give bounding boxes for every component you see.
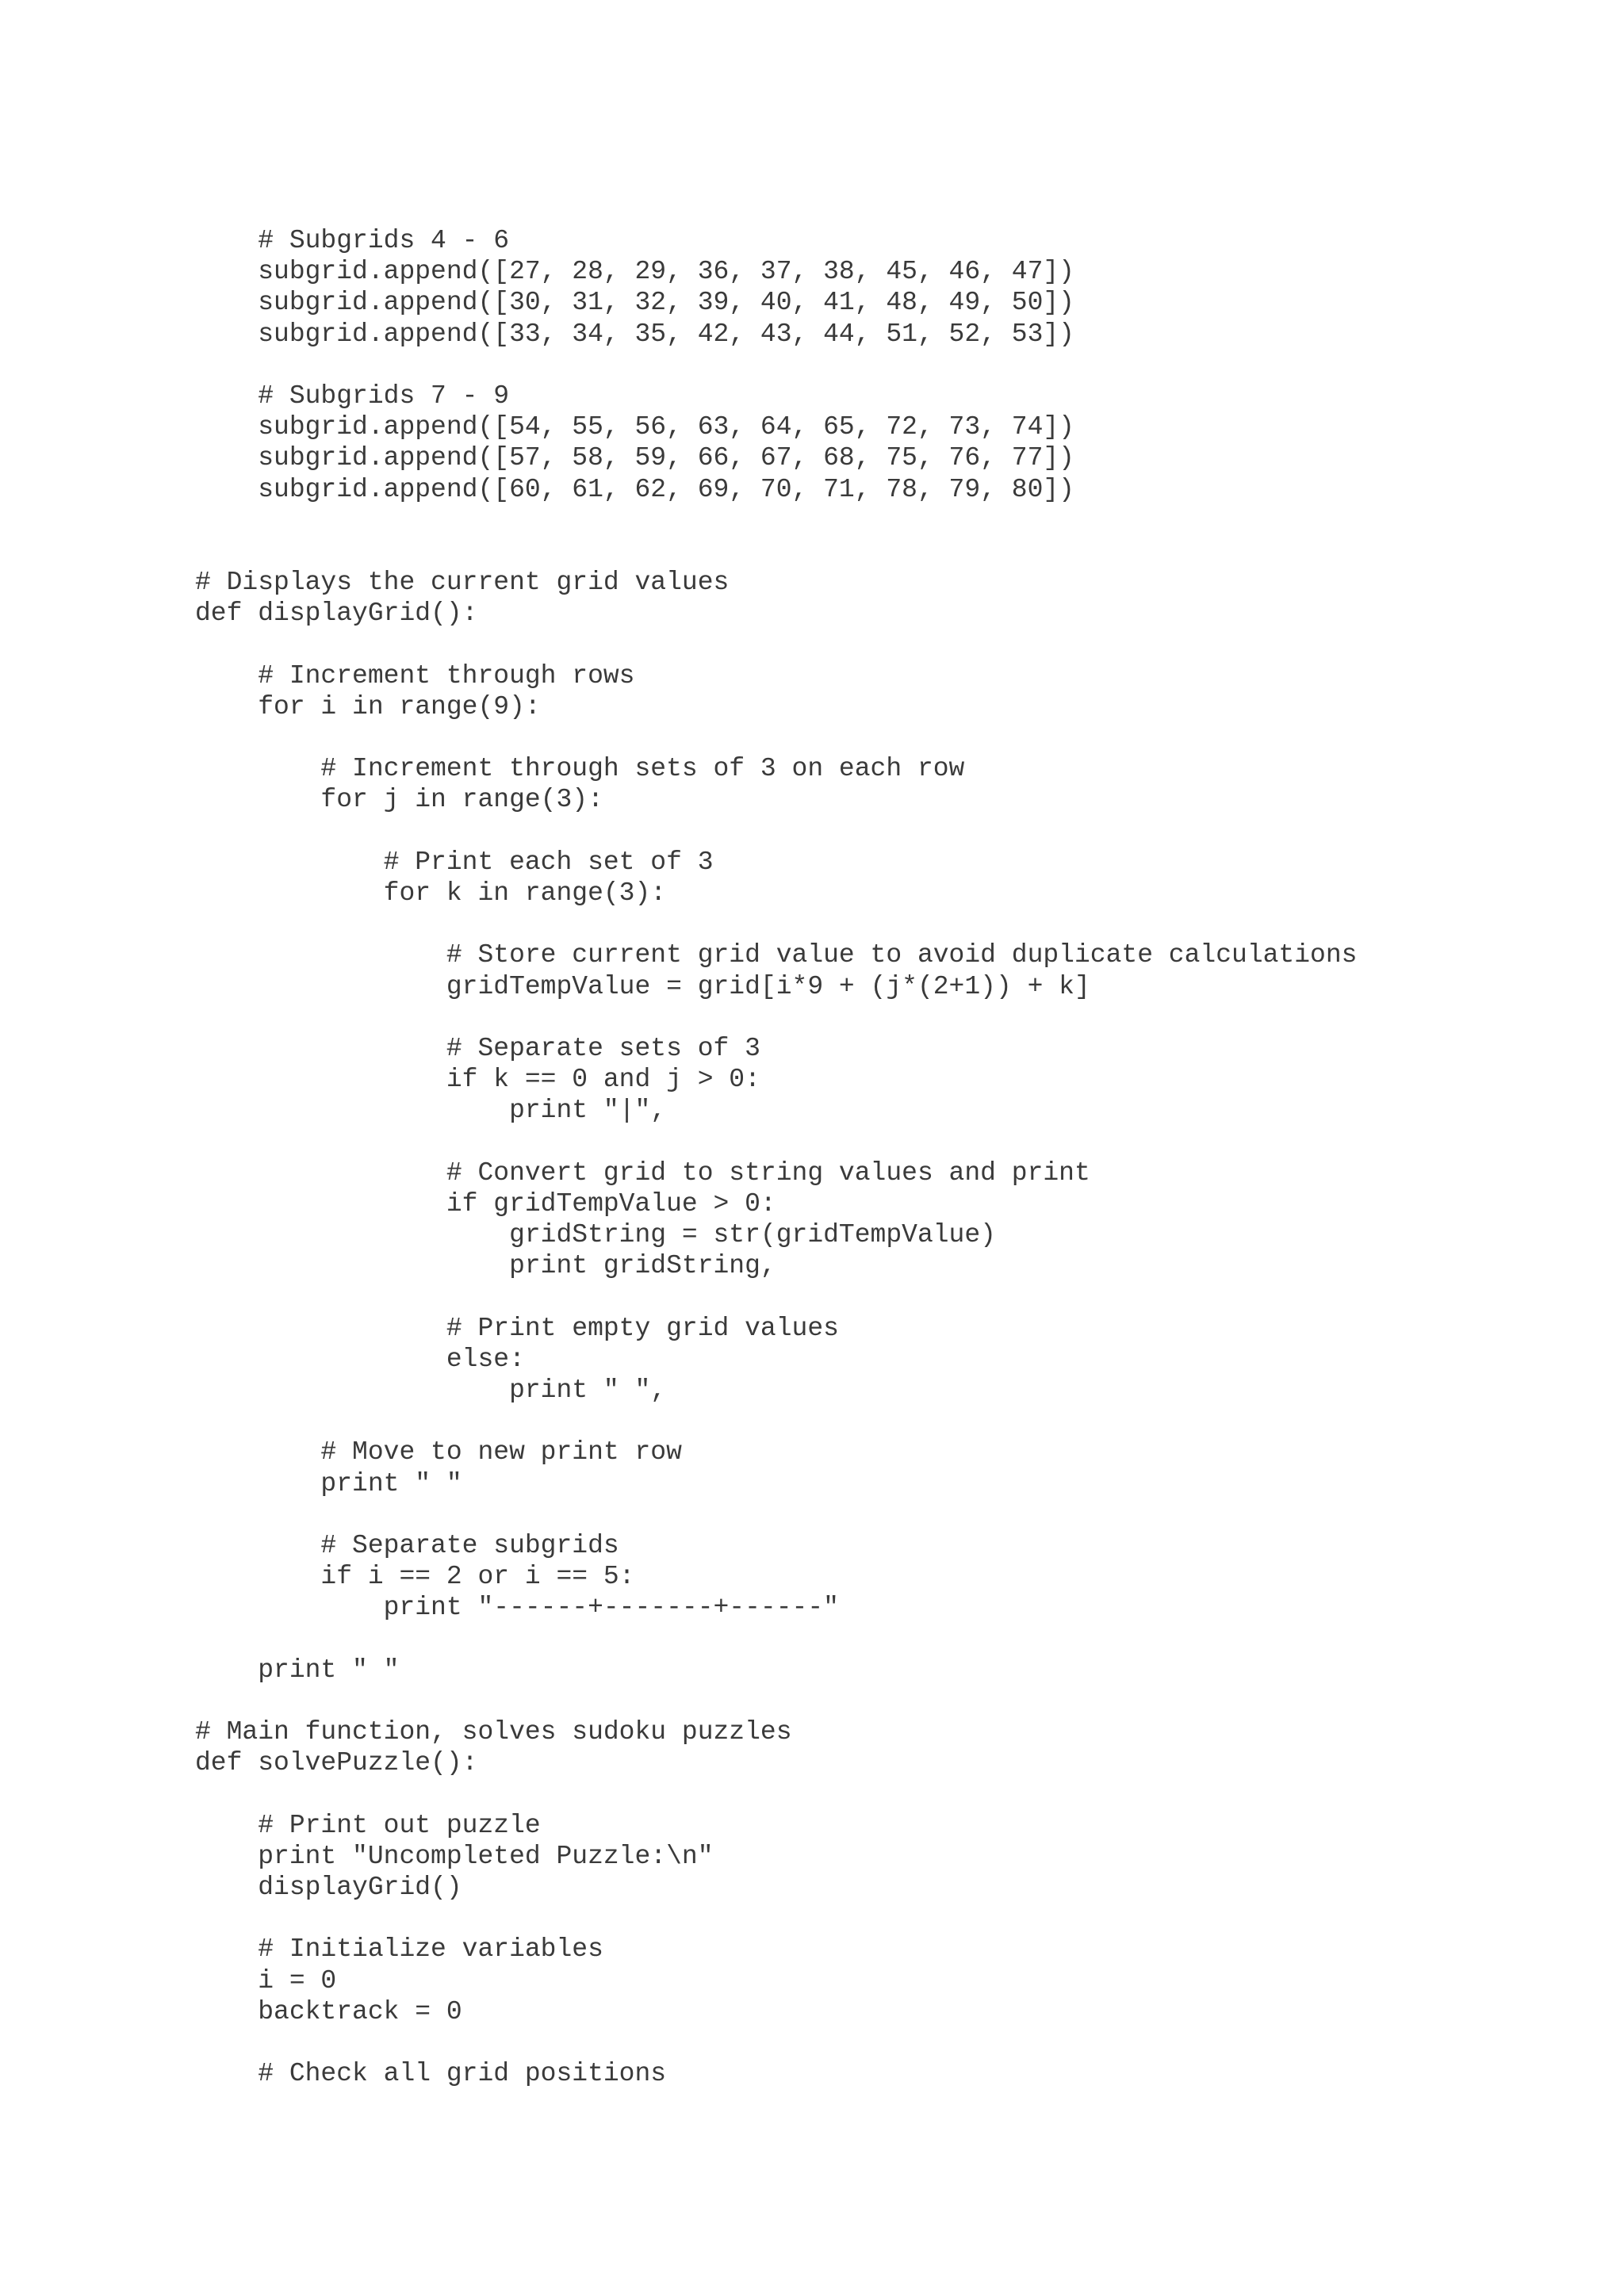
code-line: if i == 2 or i == 5: bbox=[195, 1562, 635, 1592]
code-line bbox=[195, 1903, 1357, 1934]
code-line bbox=[195, 1499, 1357, 1530]
code-listing bbox=[195, 225, 1357, 2089]
code-line: for j in range(3): bbox=[195, 785, 603, 815]
code-line: subgrid.append([27, 28, 29, 36, 37, 38, 45, 46, 47]) bbox=[195, 257, 1074, 287]
code-line: for k in range(3): bbox=[195, 878, 667, 908]
code-line: print "|", bbox=[195, 1096, 667, 1126]
code-line bbox=[195, 536, 1357, 567]
code-line bbox=[195, 1002, 1357, 1033]
code-line: print " " bbox=[195, 1468, 462, 1498]
code-line: print " " bbox=[195, 1655, 400, 1685]
code-line bbox=[195, 505, 1357, 536]
code-line: if k == 0 and j > 0: bbox=[195, 1065, 760, 1095]
code-line: # Initialize variables bbox=[195, 1934, 603, 1965]
code-line bbox=[195, 1126, 1357, 1157]
code-line: # Print empty grid values bbox=[195, 1313, 839, 1343]
code-line: # Print each set of 3 bbox=[195, 847, 714, 877]
code-line: # Convert grid to string values and print bbox=[195, 1158, 1090, 1188]
code-line: gridTempValue = grid[i*9 + (j*(2+1)) + k] bbox=[195, 971, 1090, 1001]
code-line bbox=[195, 722, 1357, 753]
code-line: for i in range(9): bbox=[195, 691, 541, 721]
code-line: print " ", bbox=[195, 1375, 667, 1405]
code-line: subgrid.append([54, 55, 56, 63, 64, 65, 72, 73, 74]) bbox=[195, 412, 1074, 442]
code-line: subgrid.append([33, 34, 35, 42, 43, 44, 51, 52, 53]) bbox=[195, 319, 1074, 349]
code-line bbox=[195, 816, 1357, 847]
code-line: displayGrid() bbox=[195, 1872, 462, 1902]
code-line: # Main function, solves sudoku puzzles bbox=[195, 1717, 792, 1747]
code-line bbox=[195, 1406, 1357, 1437]
code-line: # Separate subgrids bbox=[195, 1530, 619, 1560]
code-line: print "Uncompleted Puzzle:\n" bbox=[195, 1841, 714, 1871]
code-line bbox=[195, 909, 1357, 939]
code-line: i = 0 bbox=[195, 1965, 337, 1996]
code-line: # Store current grid value to avoid duplicate calculations bbox=[195, 940, 1358, 970]
code-line bbox=[195, 1686, 1357, 1716]
code-line bbox=[195, 350, 1357, 381]
code-line: print gridString, bbox=[195, 1251, 776, 1281]
code-line bbox=[195, 1281, 1357, 1312]
code-line: def displayGrid(): bbox=[195, 599, 478, 629]
code-line: # Subgrids 4 - 6 bbox=[195, 226, 510, 255]
code-line: # Print out puzzle bbox=[195, 1810, 541, 1840]
code-line bbox=[195, 1778, 1357, 1809]
code-line: subgrid.append([30, 31, 32, 39, 40, 41, 48, 49, 50]) bbox=[195, 288, 1074, 318]
code-line: # Displays the current grid values bbox=[195, 568, 730, 598]
code-line: # Check all grid positions bbox=[195, 2059, 667, 2089]
code-line: else: bbox=[195, 1344, 525, 1374]
code-line: print "------+-------+------" bbox=[195, 1593, 839, 1623]
code-line: backtrack = 0 bbox=[195, 1996, 462, 2026]
code-line: # Subgrids 7 - 9 bbox=[195, 381, 510, 411]
code-line bbox=[195, 629, 1357, 660]
code-line bbox=[195, 2027, 1357, 2058]
code-line: # Increment through rows bbox=[195, 660, 635, 691]
code-line: subgrid.append([60, 61, 62, 69, 70, 71, 78, 79, 80]) bbox=[195, 474, 1074, 504]
code-line: if gridTempValue > 0: bbox=[195, 1188, 776, 1219]
code-line bbox=[195, 1623, 1357, 1654]
code-line: # Move to new print row bbox=[195, 1437, 682, 1468]
code-line: gridString = str(gridTempValue) bbox=[195, 1220, 996, 1249]
code-line: subgrid.append([57, 58, 59, 66, 67, 68, 75, 76, 77]) bbox=[195, 443, 1074, 473]
code-line: # Separate sets of 3 bbox=[195, 1033, 760, 1063]
code-line: def solvePuzzle(): bbox=[195, 1748, 478, 1778]
code-line: # Increment through sets of 3 on each row bbox=[195, 754, 965, 784]
